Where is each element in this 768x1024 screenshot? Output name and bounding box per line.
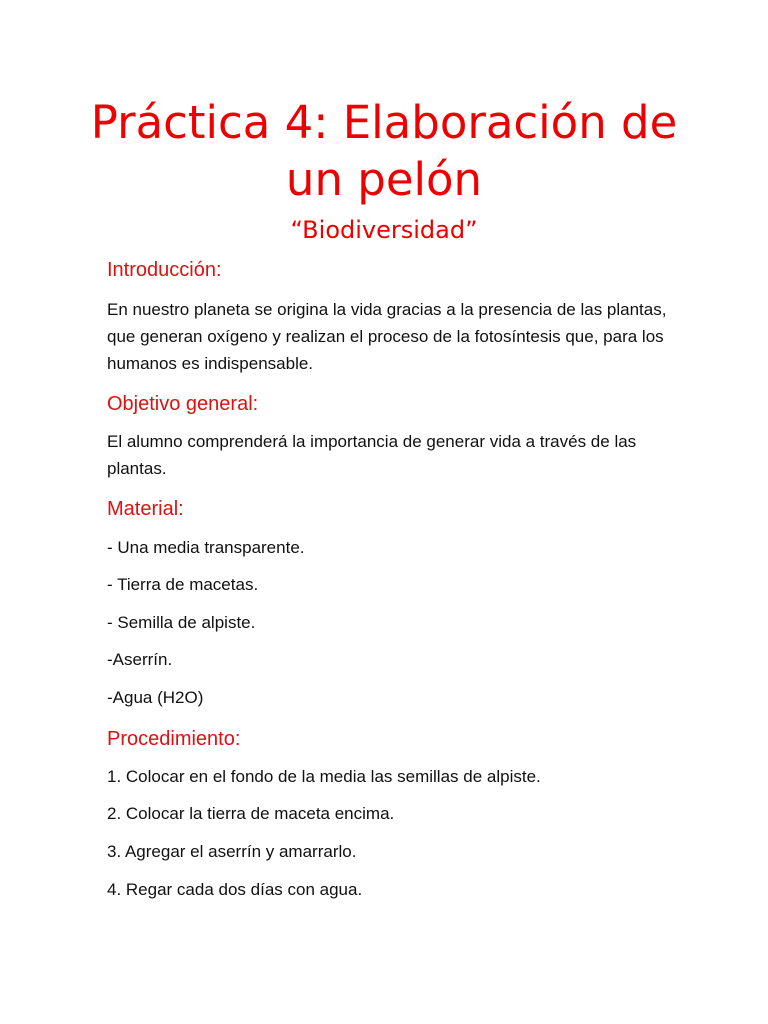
material-list-item: -Agua (H2O) <box>107 688 204 707</box>
introduccion-paragraph: En nuestro planeta se origina la vida gracias a la presencia de las plantas, que generan oxígeno y realizan el proceso de la fotosíntesis que, para los humanos es indispensable. <box>107 300 667 373</box>
material-list-item: -Aserrín. <box>107 650 173 669</box>
procedure-step: 1. Colocar en el fondo de la media las semillas de alpiste. <box>107 767 541 786</box>
objetivo-paragraph: El alumno comprenderá la importancia de generar vida a través de las plantas. <box>107 432 637 478</box>
section-heading-introduccion: Introducción: <box>107 259 222 281</box>
material-list-item: - Tierra de macetas. <box>107 575 259 594</box>
procedure-step: 4. Regar cada dos días con agua. <box>107 880 363 899</box>
page-title: Práctica 4: Elaboración de un pelón <box>90 96 678 206</box>
material-list-item: - Una media transparente. <box>107 538 305 557</box>
section-heading-procedimiento: Procedimiento: <box>107 728 241 750</box>
procedure-step: 3. Agregar el aserrín y amarrarlo. <box>107 842 357 861</box>
section-heading-objetivo: Objetivo general: <box>107 393 259 415</box>
section-heading-material: Material: <box>107 498 184 520</box>
material-list-item: - Semilla de alpiste. <box>107 613 256 632</box>
procedure-step: 2. Colocar la tierra de maceta encima. <box>107 804 395 823</box>
page-subtitle: “Biodiversidad” <box>290 216 478 244</box>
